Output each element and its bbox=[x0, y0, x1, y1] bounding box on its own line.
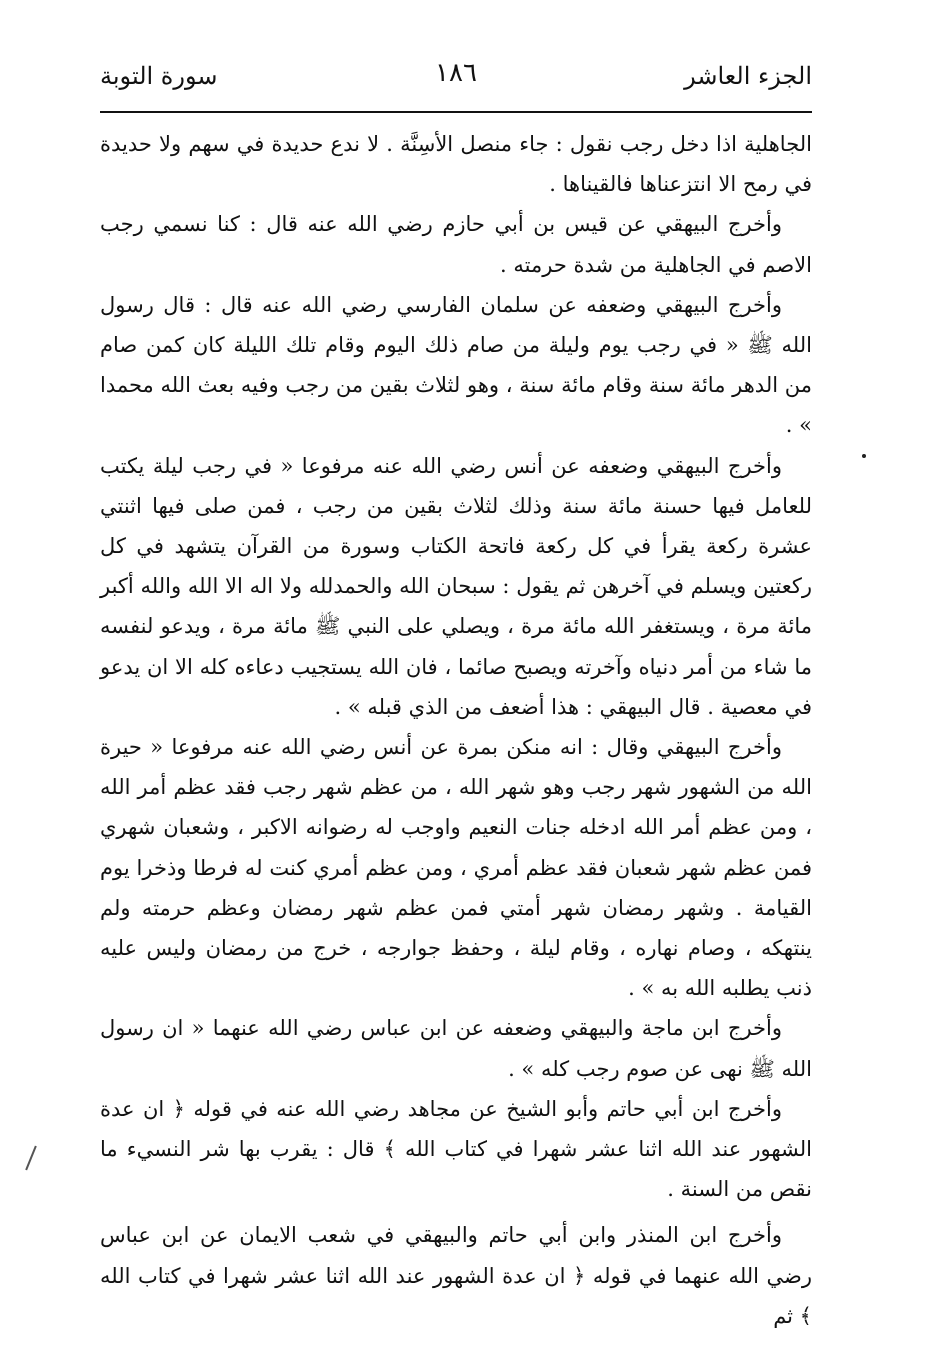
page-number: ١٨٦ bbox=[435, 58, 477, 88]
paragraph-8: وأخرج ابن المنذر وابن أبي حاتم والبيهقي في شعب الايمان عن ابن عباس رضي الله عنهما في قوله ﴿ ان عدة الشهور عند الله اثنا عشر شهرا في كتاب الله ﴾ ثم bbox=[100, 1223, 812, 1328]
body-text bbox=[100, 124, 812, 1336]
paragraph-5: وأخرج البيهقي وقال : انه منكن بمرة عن أنس رضي الله عنه مرفوعا « حيرة الله من الشهور شهر رجب وهو شهر الله ، من عظم شهر رجب فقد عظم أمر الله ، ومن عظم أمر الله ادخله جنات النعيم واوجب له رضوانه الاكبر ، وشعبان شهري فمن عظم شهر شعبان فقد عظم أمري ، ومن عظم أمري كنت له فرطا وذخرا يوم القيامة . وشهر رمضان شهر أمتي فمن عظم شهر رمضان وعظم حرمته ولم ينتهكه ، وصام نهاره ، وقام ليلة ، وحفظ جوارجه ، خرج من رمضان وليس عليه ذنب يطلبه الله به » . bbox=[100, 735, 812, 1001]
margin-pencil-mark bbox=[25, 1146, 37, 1171]
paragraph-1: الجاهلية اذا دخل رجب نقول : جاء منصل الأسِنَّة . لا ندع حديدة في سهم ولا حديدة في رمح الا انتزعناها فالقيناها . bbox=[100, 132, 812, 197]
paragraph-6: وأخرج ابن ماجة والبيهقي وضعفه عن ابن عباس رضي الله عنهما « ان رسول الله ﷺ نهى عن صوم رجب كله » . bbox=[100, 1016, 812, 1081]
header-divider bbox=[100, 111, 812, 113]
surah-title: سورة التوبة bbox=[100, 62, 218, 90]
paragraph-3: وأخرج البيهقي وضعفه عن سلمان الفارسي رضي الله عنه قال : قال رسول الله ﷺ « في رجب يوم وليلة من صام ذلك اليوم وقام تلك الليلة كان كمن صام من الدهر مائة سنة وقام مائة سنة ، وهو لثلاث بقين من رجب وفيه بعث الله محمدا » . bbox=[100, 292, 812, 438]
paragraph-2: وأخرج البيهقي عن قيس بن أبي حازم رضي الله عنه قال : كنا نسمي رجب الاصم في الجاهلية من شدة حرمته . bbox=[100, 212, 812, 277]
paragraph-7: وأخرج ابن أبي حاتم وأبو الشيخ عن مجاهد رضي الله عنه في قوله ﴿ ان عدة الشهور عند الله اثنا عشر شهرا في كتاب الله ﴾ قال : يقرب بها شر النسيء ما نقص من السنة . bbox=[100, 1096, 812, 1202]
paragraph-4: وأخرج البيهقي وضعفه عن أنس رضي الله عنه مرفوعا « في رجب ليلة يكتب للعامل فيها حسنة مائة سنة وذلك لثلاث بقين من رجب ، فمن صلى فيها اثنتي عشرة ركعة يقرأ في كل ركعة فاتحة الكتاب وسورة من القرآن يتشهد في كل ركعتين ويسلم في آخرهن ثم يقول : سبحان الله والحمدلله ولا اله الا الله والله أكبر مائة مرة ، ويستغفر الله مائة مرة ، ويصلي على النبي ﷺ مائة مرة ، ويدعو لنفسه ما شاء من أمر دنياه وآخرته ويصبح صائما ، فان الله يستجيب دعاءه كله الا ان يدعو في معصية . قال البيهقي : هذا أضعف من الذي قبله » . bbox=[100, 453, 812, 719]
ink-speck bbox=[862, 454, 866, 458]
page-header bbox=[100, 52, 812, 102]
part-title: الجزء العاشر bbox=[684, 62, 812, 90]
